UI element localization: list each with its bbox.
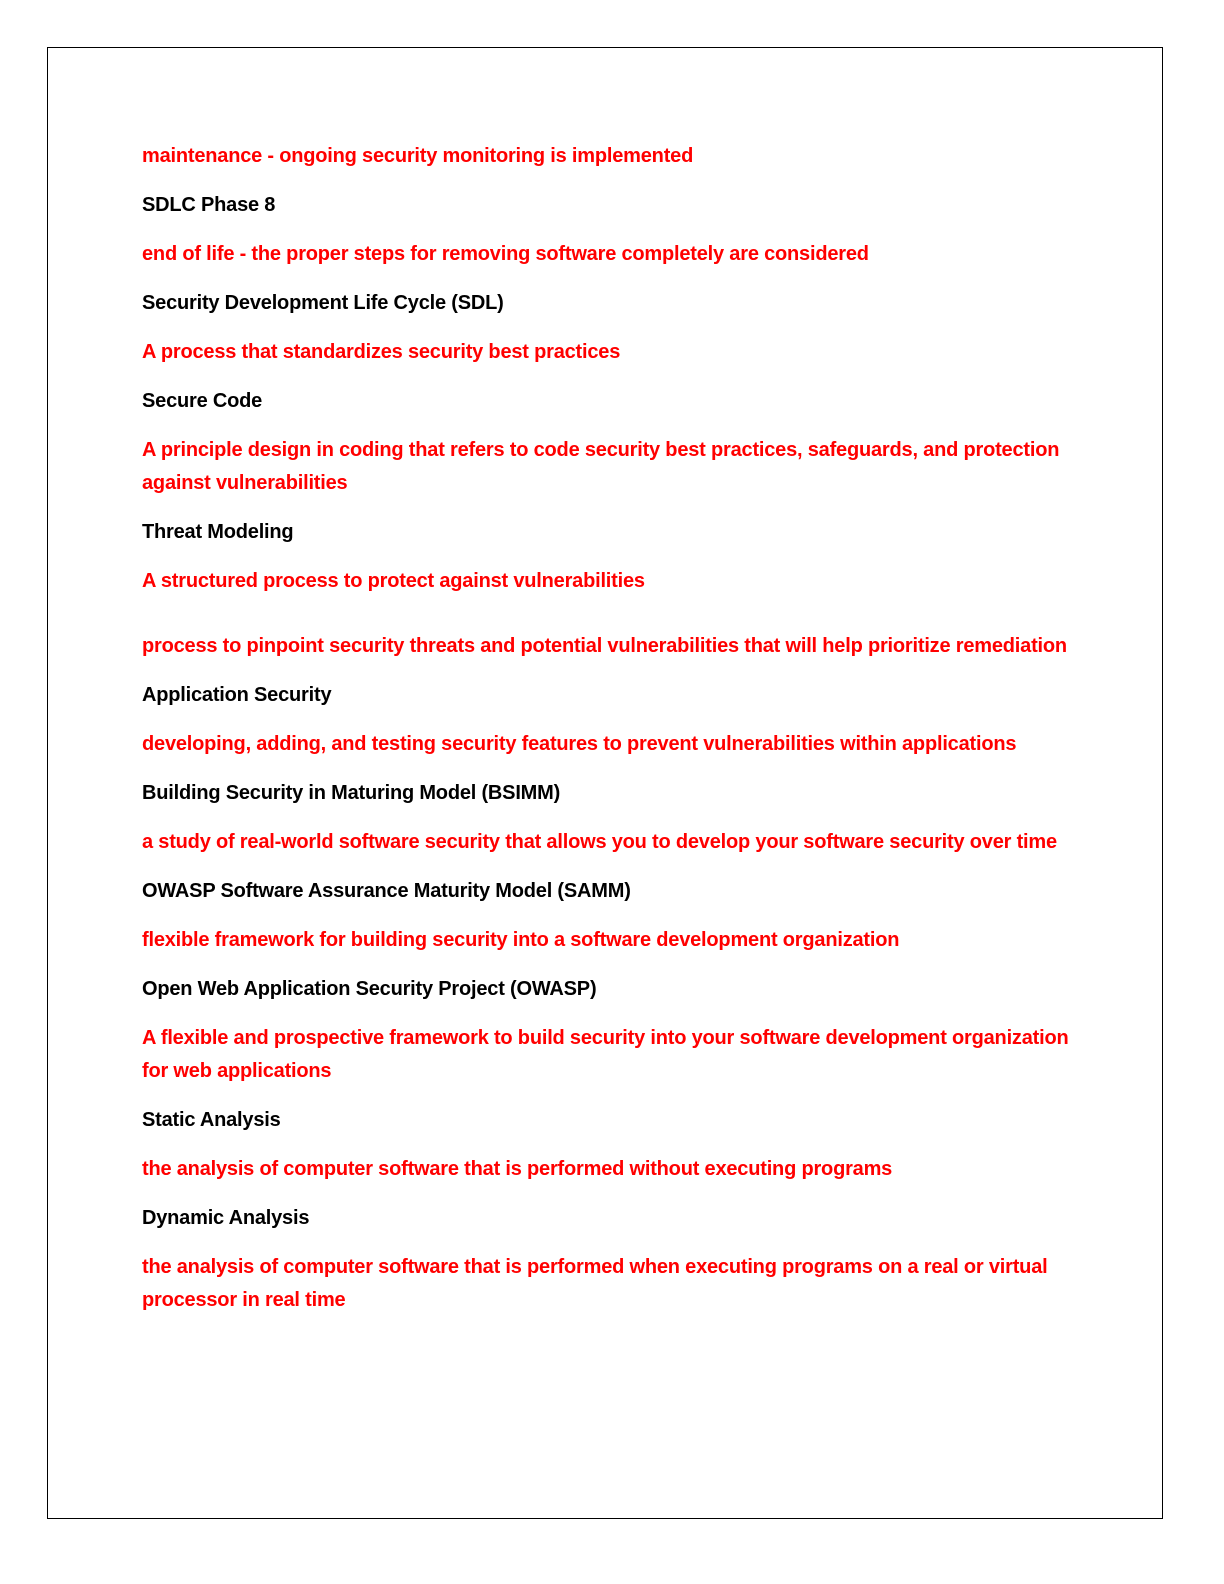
term-owasp: Open Web Application Security Project (OWASP): [142, 978, 597, 1000]
definition-dynamic-analysis: the analysis of computer software that is performed when executing programs on a real or virtual processor in real time: [142, 1256, 1048, 1311]
definition-end-of-life: end of life - the proper steps for removing software completely are considered: [142, 243, 869, 265]
term-threat-modeling: Threat Modeling: [142, 521, 294, 543]
term-bsimm: Building Security in Maturing Model (BSIMM): [142, 782, 561, 804]
term-sdl: Security Development Life Cycle (SDL): [142, 292, 504, 314]
definition-secure-code: A principle design in coding that refers to code security best practices, safeguards, and protection against vulnerabilities: [142, 439, 1060, 494]
flashcard-list: [142, 140, 1077, 1333]
definition-sdl: A process that standardizes security best practices: [142, 341, 621, 363]
term-dynamic-analysis: Dynamic Analysis: [142, 1207, 310, 1229]
definition-threat-modeling-2: process to pinpoint security threats and potential vulnerabilities that will help prioritize remediation: [142, 635, 1067, 657]
term-samm: OWASP Software Assurance Maturity Model (SAMM): [142, 880, 631, 902]
definition-static-analysis: the analysis of computer software that is performed without executing programs: [142, 1158, 893, 1180]
definition-application-security: developing, adding, and testing security features to prevent vulnerabilities within applications: [142, 733, 1017, 755]
definition-threat-modeling-1: A structured process to protect against vulnerabilities: [142, 570, 645, 592]
term-sdlc-phase-8: SDLC Phase 8: [142, 194, 276, 216]
term-static-analysis: Static Analysis: [142, 1109, 281, 1131]
definition-maintenance: maintenance - ongoing security monitoring is implemented: [142, 145, 694, 167]
term-secure-code: Secure Code: [142, 390, 263, 412]
definition-owasp: A flexible and prospective framework to build security into your software development organization for web applications: [142, 1027, 1069, 1082]
term-application-security: Application Security: [142, 684, 332, 706]
definition-bsimm: a study of real-world software security that allows you to develop your software security over time: [142, 831, 1057, 853]
definition-samm: flexible framework for building security into a software development organization: [142, 929, 900, 951]
